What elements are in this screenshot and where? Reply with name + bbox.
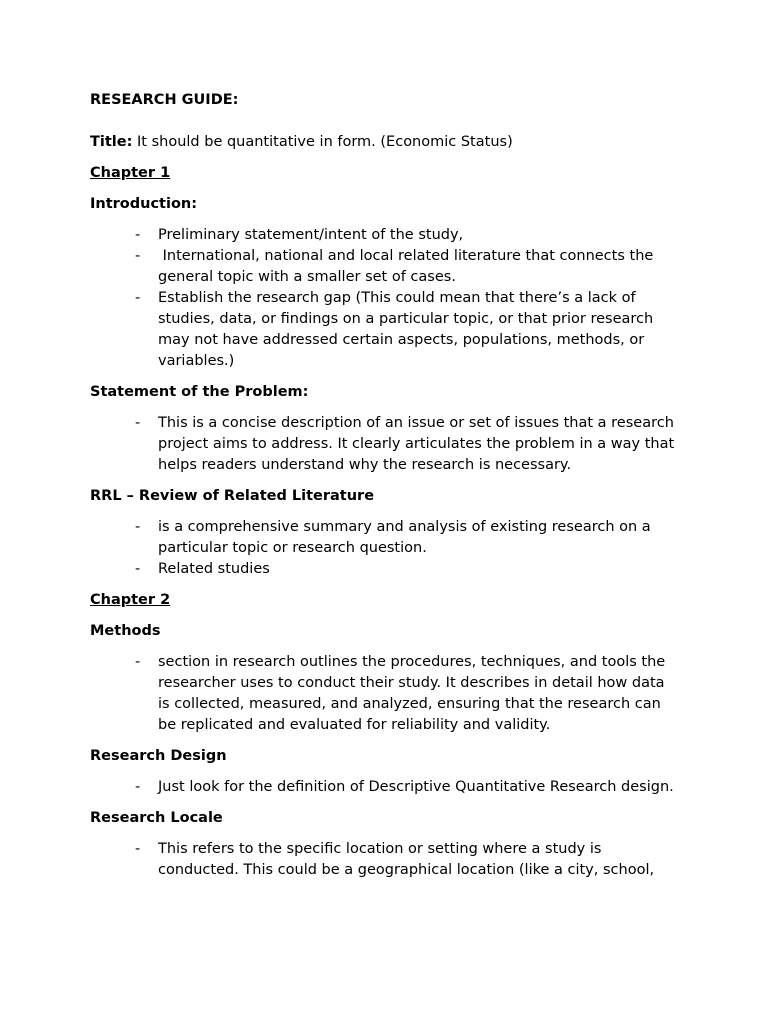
list-item-text: This is a concise description of an issue or set of issues that a research project aims to address. It clearly articulates the problem in a way that helps readers understand why the research is necessary. xyxy=(158,415,679,473)
title-label: Title: xyxy=(90,134,133,150)
list-item-text: section in research outlines the procedures, techniques, and tools the researcher uses to conduct their study. It describes in detail how data is collected, measured, and analyzed, ensuring that the research can be replicated and evaluated for reliability and validity. xyxy=(158,654,670,733)
list-item xyxy=(90,559,690,580)
chapter-heading: Chapter 1 xyxy=(90,165,171,181)
bullet-list xyxy=(90,517,690,580)
list-item-text: International, national and local related literature that connects the general topic with a smaller set of cases. xyxy=(158,248,658,285)
list-item xyxy=(90,517,690,559)
bullet-list xyxy=(90,413,690,476)
bullet-list xyxy=(90,652,690,736)
dash-bullet: - xyxy=(135,654,141,670)
chapter-heading: Chapter 2 xyxy=(90,592,171,608)
title-line xyxy=(90,132,690,153)
bullet-list xyxy=(90,777,690,798)
list-item xyxy=(90,652,690,736)
list-item xyxy=(90,225,690,246)
list-item xyxy=(90,288,690,372)
dash-bullet: - xyxy=(135,841,141,857)
list-item xyxy=(90,839,690,881)
document-page xyxy=(90,90,690,881)
list-item-text: Related studies xyxy=(158,561,270,577)
document-heading: RESEARCH GUIDE: xyxy=(90,92,239,108)
dash-bullet: - xyxy=(135,561,141,577)
list-item xyxy=(90,246,690,288)
list-item-text: Preliminary statement/intent of the study, xyxy=(158,227,464,243)
section-heading: Methods xyxy=(90,623,161,639)
section-heading: RRL – Review of Related Literature xyxy=(90,488,375,504)
bullet-list xyxy=(90,839,690,881)
title-value: It should be quantitative in form. (Economic Status) xyxy=(132,134,513,150)
list-item-text: is a comprehensive summary and analysis of existing research on a particular topic or research question. xyxy=(158,519,656,556)
list-item-text: This refers to the specific location or setting where a study is conducted. This could be a geographical location (like a city, school, xyxy=(158,841,655,878)
dash-bullet: - xyxy=(135,415,141,431)
dash-bullet: - xyxy=(135,290,141,306)
bullet-list xyxy=(90,225,690,372)
list-item xyxy=(90,777,690,798)
dash-bullet: - xyxy=(135,519,141,535)
list-item-text: Just look for the definition of Descriptive Quantitative Research design. xyxy=(158,779,674,795)
dash-bullet: - xyxy=(135,227,141,243)
dash-bullet: - xyxy=(135,248,141,264)
list-item-text: Establish the research gap (This could mean that there’s a lack of studies, data, or findings on a particular topic, or that prior research may not have addressed certain aspects, populations, methods, or variables.) xyxy=(158,290,658,369)
section-heading: Introduction: xyxy=(90,196,198,212)
document-sections xyxy=(90,163,690,881)
section-heading: Research Locale xyxy=(90,810,223,826)
section-heading: Research Design xyxy=(90,748,227,764)
dash-bullet: - xyxy=(135,779,141,795)
list-item xyxy=(90,413,690,476)
section-heading: Statement of the Problem: xyxy=(90,384,309,400)
